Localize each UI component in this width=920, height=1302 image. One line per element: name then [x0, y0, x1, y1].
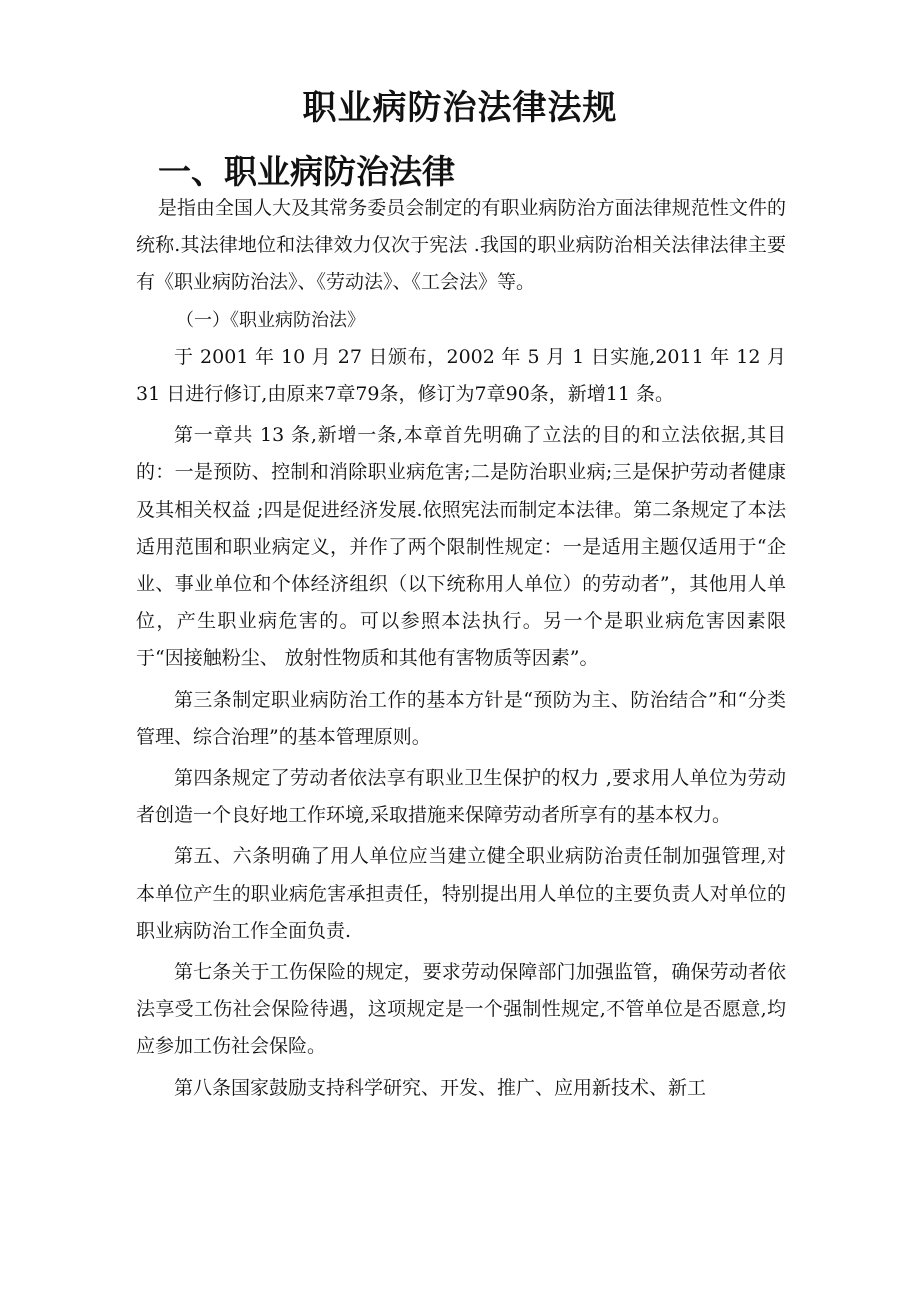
- body-paragraph: 第八条国家鼓励支持科学研究、开发、推广、应用新技术、新工: [174, 1076, 707, 1099]
- body-paragraph: 第三条制定职业病防治工作的基本方针是“预防为主、防治结合”和“分类管理、综合治理”的基本管理原则。: [136, 688, 786, 748]
- body-paragraph: 于 2001 年 10 月 27 日颁布，2002 年 5 月 1 日实施,2011 年 12 月 31 日进行修订,由原来7章79条，修订为7章90条，新增11 条。: [136, 345, 786, 406]
- body-paragraph: 第七条关于工伤保险的规定，要求劳动保障部门加强监管，确保劳动者依法享受工伤社会保险待遇，这项规定是一个强制性规定,不管单位是否愿意,均应参加工伤社会保险。: [136, 961, 786, 1058]
- intro-paragraph: 是指由全国人大及其常务委员会制定的有职业病防治方面法律规范性文件的统称.其法律地位和法律效力仅次于宪法 .我国的职业病防治相关法律法律主要有《职业病防治法》、《劳动法》、《工会法》等。: [136, 197, 786, 294]
- document-title: 职业病防治法律法规: [302, 88, 618, 128]
- section-heading: 一、职业病防治法律: [158, 152, 455, 191]
- body-paragraph: 第一章共 13 条,新增一条,本章首先明确了立法的目的和立法依据,其目的：一是预防、控制和消除职业病危害;二是防治职业病;三是保护劳动者健康及其相关权益 ;四是促进经济发展.依照宪法而制定本法律。第二条规定了本法适用范围和职业病定义，并作了两个限制性规定：一是适用主题仅适用于“企业、事业单位和个体经济组织（以下统称用人单位）的劳动者”，其他用人单位，产生职业病危害的。可以参照本法执行。另一个是职业病危害因素限于“因接触粉尘、 放射性物质和其他有害物质等因素”。: [136, 424, 786, 670]
- body-paragraph: 第四条规定了劳动者依法享有职业卫生保护的权力 ,要求用人单位为劳动者创造一个良好地工作环境,采取措施来保障劳动者所享有的基本权力。: [136, 767, 786, 827]
- subsection-heading: （一）《职业病防治法》: [176, 309, 365, 331]
- body-paragraph: 第五、六条明确了用人单位应当建立健全职业病防治责任制加强管理,对本单位产生的职业病危害承担责任，特别提出用人单位的主要负责人对单位的职业病防治工作全面负责.: [136, 845, 786, 942]
- document-body: [136, 190, 786, 1107]
